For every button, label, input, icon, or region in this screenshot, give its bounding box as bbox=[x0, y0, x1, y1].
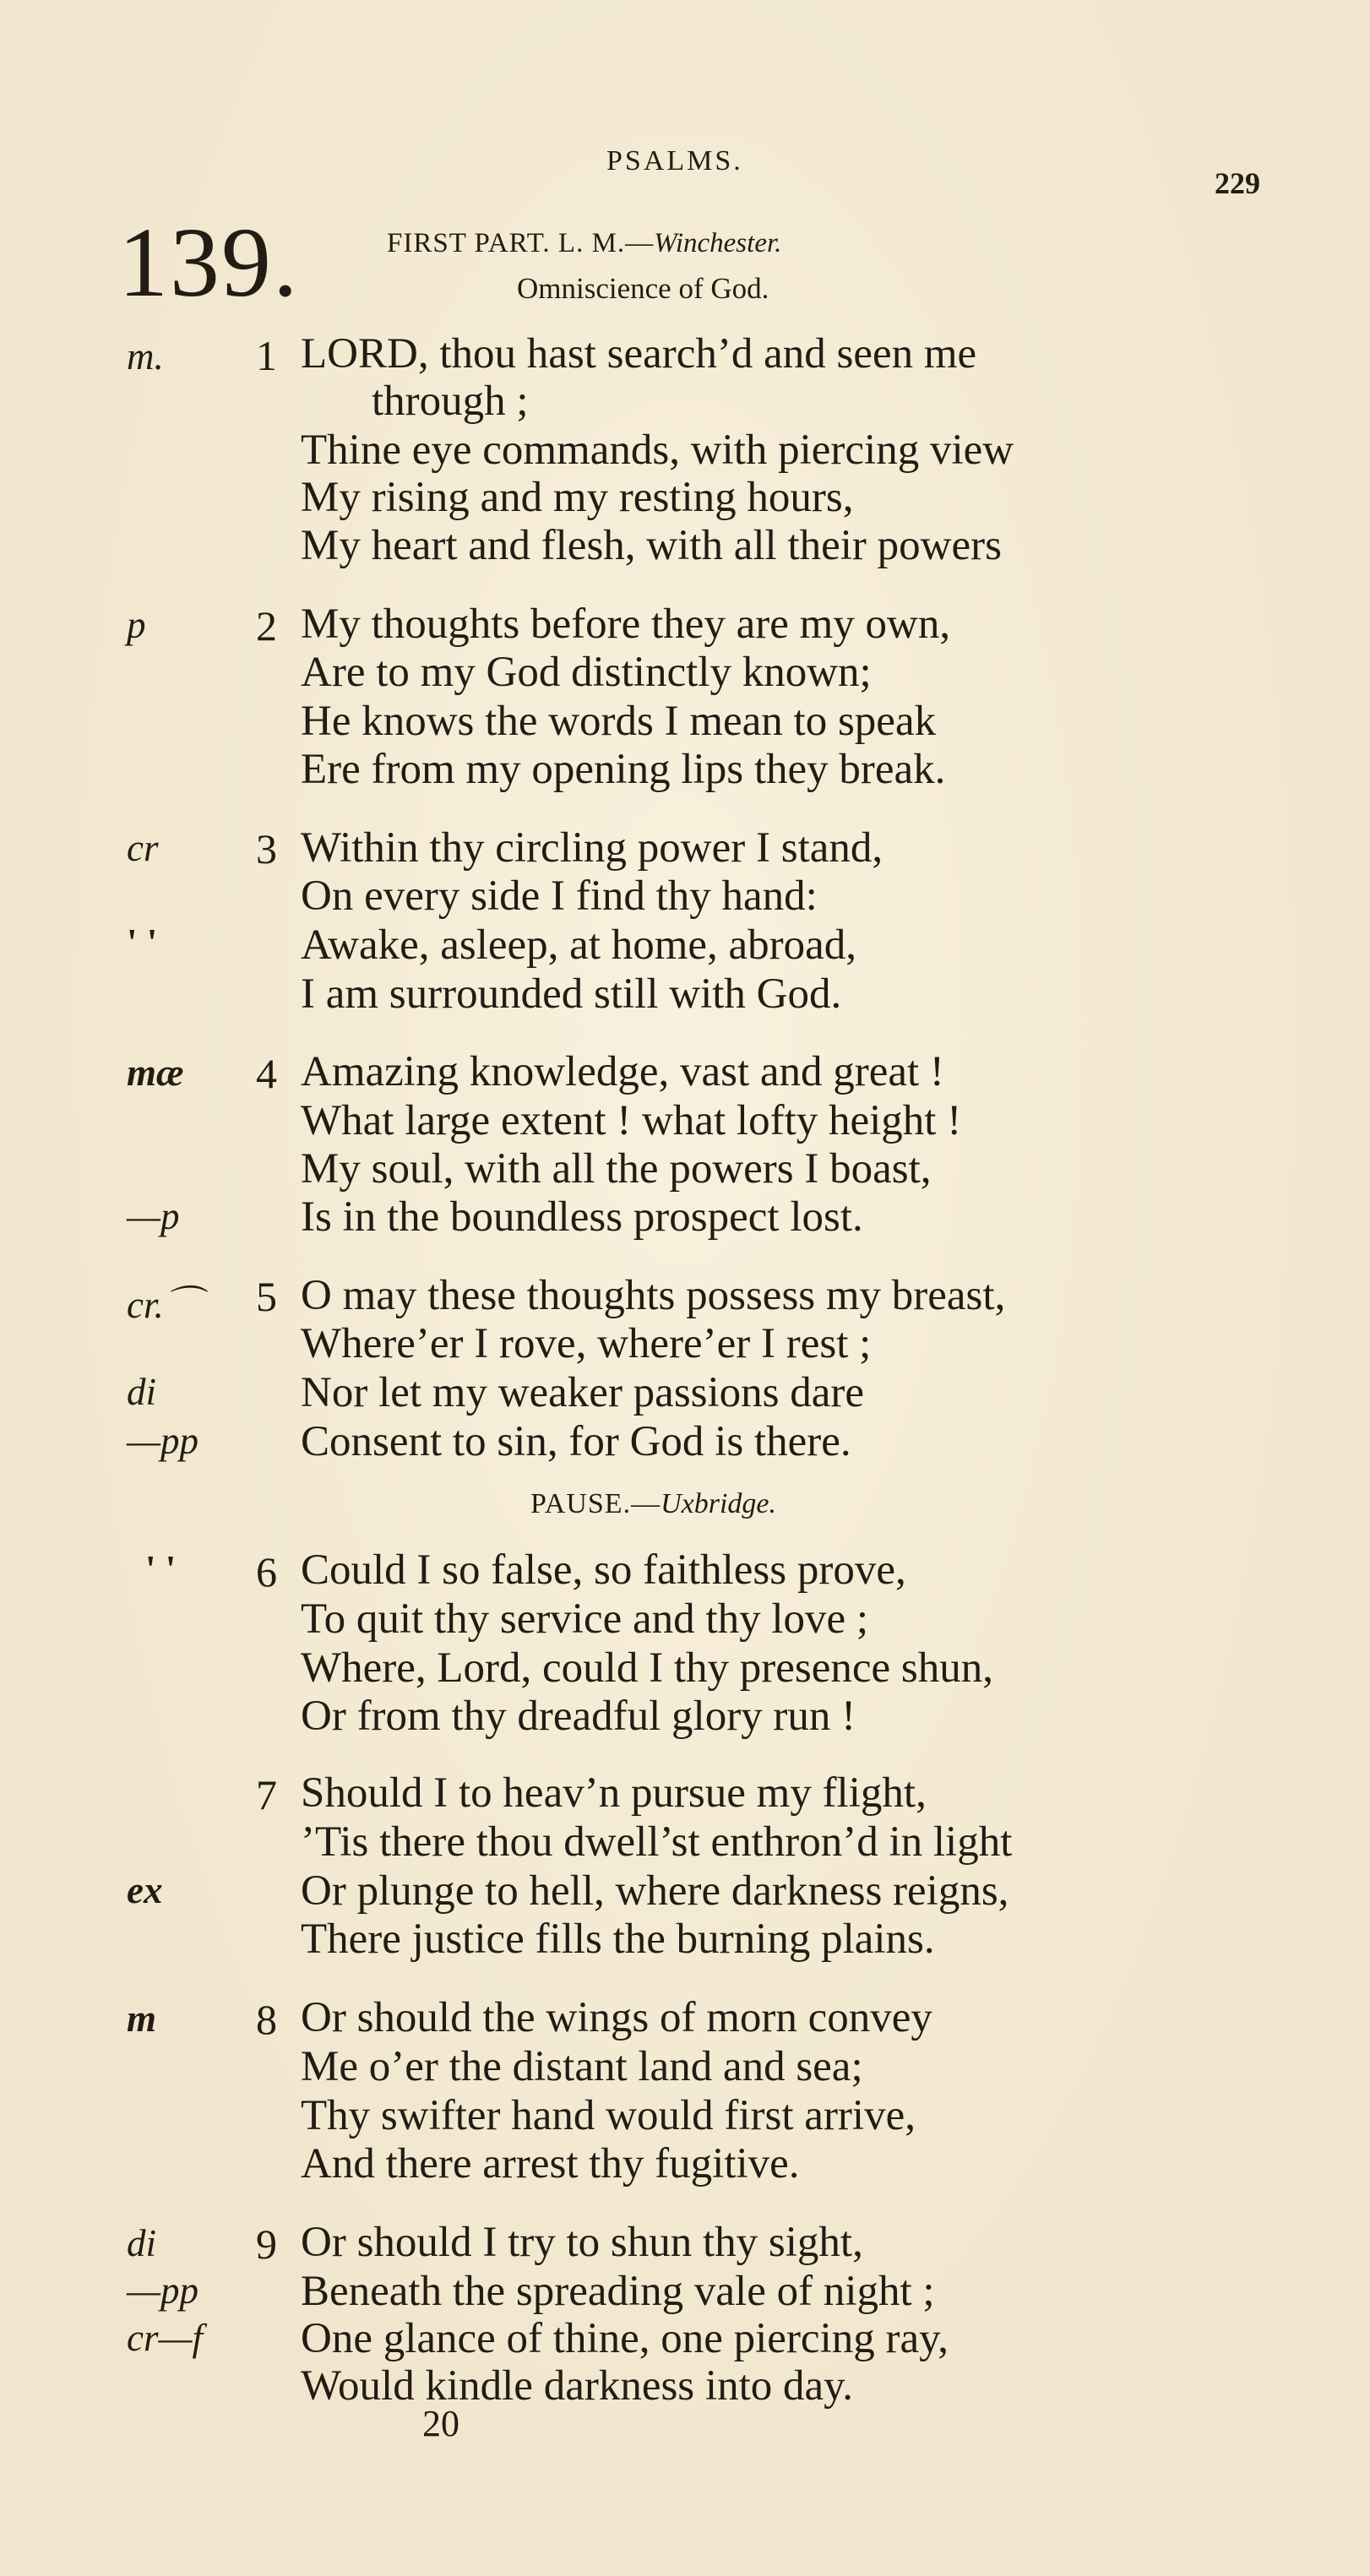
verse-number: 4 bbox=[256, 1050, 277, 1097]
dynamic-mark: mæ bbox=[127, 1052, 184, 1094]
verse-line: My thoughts before they are my own, bbox=[301, 601, 951, 648]
dynamic-mark: m bbox=[127, 1997, 157, 2040]
hymn-meter: L. M.— bbox=[557, 228, 655, 258]
verse-line: Would kindle darkness into day. bbox=[301, 2362, 854, 2410]
verse-number: 9 bbox=[256, 2220, 277, 2268]
verse-line: Where, Lord, could I thy presence shun, bbox=[301, 1644, 993, 1692]
dynamic-mark: —pp bbox=[127, 1420, 199, 1462]
verse-line: Ere from my opening lips they break. bbox=[301, 746, 946, 793]
verse-line: LORD, thou hast search’d and seen me bbox=[301, 330, 977, 378]
hymn-tune: Winchester. bbox=[654, 228, 782, 258]
verse-number: 7 bbox=[256, 1771, 277, 1818]
verse-line: I am surrounded still with God. bbox=[301, 970, 842, 1018]
verse-number: 3 bbox=[256, 825, 277, 872]
dynamic-mark: cr bbox=[127, 827, 159, 869]
verse-line: One glance of thine, one piercing ray, bbox=[301, 2315, 949, 2362]
dynamic-mark: di bbox=[127, 2222, 157, 2264]
verse-line: My rising and my resting hours, bbox=[301, 474, 854, 521]
verse-line: My soul, with all the powers I boast, bbox=[301, 1145, 932, 1193]
accent-mark: ' ' bbox=[145, 1548, 177, 1590]
verse-number: 6 bbox=[256, 1548, 277, 1595]
page-number: 229 bbox=[1215, 166, 1260, 200]
verse-line: Or from thy dreadful glory run ! bbox=[301, 1693, 856, 1740]
verse-number: 2 bbox=[256, 602, 277, 649]
verse-number: 8 bbox=[256, 1996, 277, 2043]
verse-line: Me o’er the distant land and sea; bbox=[301, 2043, 863, 2090]
dynamic-mark: di bbox=[127, 1371, 157, 1413]
verse-line: There justice fills the burning plains. bbox=[301, 1916, 935, 1963]
dynamic-mark: cr.⌒ bbox=[127, 1284, 202, 1326]
verse-number: 1 bbox=[256, 332, 277, 379]
running-head: PSALMS. bbox=[606, 145, 743, 177]
verse-line: Or plunge to hell, where darkness reigns, bbox=[301, 1867, 1009, 1915]
dynamic-mark: p bbox=[127, 604, 146, 646]
verse-line: On every side I find thy hand: bbox=[301, 872, 818, 920]
dynamic-mark: —p bbox=[127, 1195, 180, 1237]
verse-line: Should I to heav’n pursue my flight, bbox=[301, 1769, 927, 1817]
verse-line: Awake, asleep, at home, abroad, bbox=[301, 921, 857, 969]
verse-line: Or should I try to shun thy sight, bbox=[301, 2219, 863, 2266]
hymn-part: FIRST PART. bbox=[387, 228, 551, 258]
verse-line: Could I so false, so faithless prove, bbox=[301, 1546, 906, 1594]
dynamic-mark: ex bbox=[127, 1869, 163, 1911]
verse-line: Are to my God distinctly known; bbox=[301, 649, 872, 696]
verse-line: To quit thy service and thy love ; bbox=[301, 1595, 869, 1643]
accent-mark: ' ' bbox=[127, 921, 158, 964]
pause-heading bbox=[530, 1488, 776, 1520]
dynamic-mark: m. bbox=[127, 335, 164, 378]
verse-line: My heart and flesh, with all their powers bbox=[301, 522, 1002, 569]
verse-line: Is in the boundless prospect lost. bbox=[301, 1193, 863, 1241]
verse-line: O may these thoughts possess my breast, bbox=[301, 1272, 1006, 1319]
verse-line: Or should the wings of morn convey bbox=[301, 1994, 932, 2041]
hymn-number: 139. bbox=[118, 207, 300, 318]
verse-number: 5 bbox=[256, 1273, 277, 1320]
verse-line: And there arrest thy fugitive. bbox=[301, 2140, 800, 2187]
verse-line: through ; bbox=[372, 378, 529, 425]
signature-mark: 20 bbox=[422, 2403, 459, 2444]
pause-label: PAUSE.— bbox=[530, 1488, 661, 1519]
verse-line: What large extent ! what lofty height ! bbox=[301, 1097, 962, 1144]
verse-line: ’Tis there thou dwell’st enthron’d in light bbox=[301, 1818, 1013, 1866]
verse-line: Where’er I rove, where’er I rest ; bbox=[301, 1320, 872, 1367]
verse-line: Within thy circling power I stand, bbox=[301, 824, 883, 872]
verse-line: Thy swifter hand would first arrive, bbox=[301, 2092, 916, 2139]
hymn-meter-line bbox=[387, 228, 781, 259]
verse-line: He knows the words I mean to speak bbox=[301, 698, 937, 745]
dynamic-mark: cr—f bbox=[127, 2317, 203, 2359]
hymn-subject: Omniscience of God. bbox=[517, 272, 769, 305]
verse-line: Consent to sin, for God is there. bbox=[301, 1418, 851, 1465]
verse-line: Amazing knowledge, vast and great ! bbox=[301, 1048, 944, 1095]
pause-tune: Uxbridge. bbox=[661, 1488, 776, 1519]
dynamic-mark: —pp bbox=[127, 2269, 199, 2312]
verse-line: Beneath the spreading vale of night ; bbox=[301, 2268, 935, 2315]
verse-line: Nor let my weaker passions dare bbox=[301, 1369, 865, 1416]
verse-line: Thine eye commands, with piercing view bbox=[301, 427, 1014, 474]
